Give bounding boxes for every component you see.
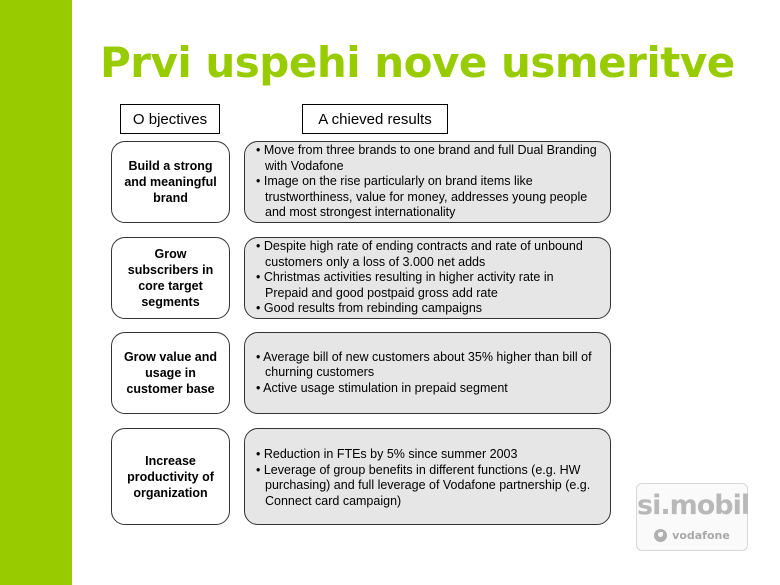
result-item: • Reduction in FTEs by 5% since summer 2003 [256,447,600,463]
objective-label: Build a strong and meaningful brand [124,159,217,205]
result-item: • Leverage of group benefits in different functions (e.g. HW purchasing) and full leverage of Vodafone partnership (e.g. Connect card campaign) [256,463,600,510]
vodafone-speechmark-icon [654,529,667,542]
objectives-header: O bjectives [120,104,220,134]
objective-box [111,428,230,525]
result-item: • Despite high rate of ending contracts and rate of unbound customers only a loss of 3.000 net adds [256,239,600,270]
result-item: • Move from three brands to one brand and full Dual Branding with Vodafone [256,143,600,174]
result-item: • Average bill of new customers about 35% higher than bill of churning customers [256,350,600,381]
logo-wordmark: si.mobil [637,490,750,521]
result-item: • Christmas activities resulting in higher activity rate in Prepaid and good postpaid gross add rate [256,270,600,301]
objective-label: Grow subscribers in core target segments [127,247,214,309]
objective-box [111,237,230,319]
result-item: • Good results from rebinding campaigns [256,301,600,317]
result-item: • Active usage stimulation in prepaid segment [256,381,600,397]
accent-sidebar-bar [0,0,72,585]
logo-sub-label: vodafone [672,529,730,542]
logo-subline [637,529,747,542]
results-header: A chieved results [302,104,448,134]
results-box [244,428,611,525]
slide-title: Prvi uspehi nove usmeritve [100,38,735,87]
simobil-vodafone-logo [636,483,748,551]
objective-label: Grow value and usage in customer base [123,350,218,396]
results-box [244,332,611,414]
result-item: • Image on the rise particularly on brand items like trustworthiness, value for money, addresses young people and most strongest internationality [256,174,600,221]
results-box [244,141,611,223]
results-box [244,237,611,319]
objective-box [111,141,230,223]
objective-box [111,332,230,414]
objective-label: Increase productivity of organization [127,453,214,500]
